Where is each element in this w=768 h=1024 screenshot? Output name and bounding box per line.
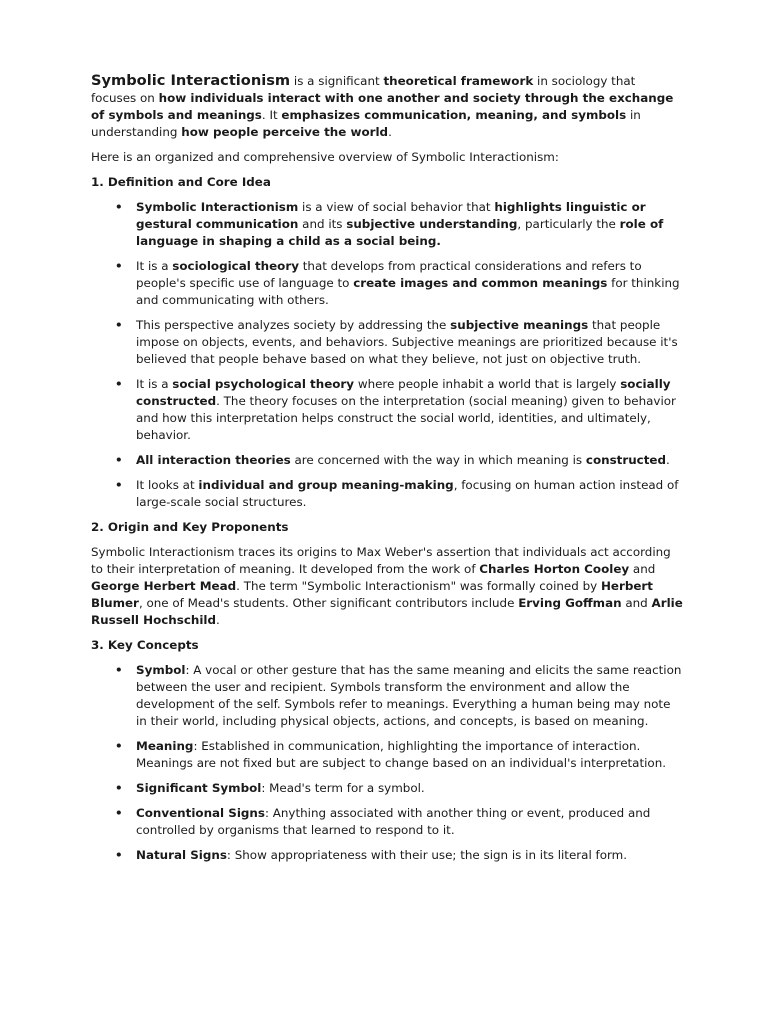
text-run: . The term "Symbolic Interactionism" was formally coined by	[236, 579, 601, 593]
bold-text: role of language in shaping a child as a social being.	[136, 217, 664, 248]
text-run: in understanding	[91, 108, 641, 139]
text-run: is a significant	[290, 74, 384, 88]
section-definition	[91, 174, 684, 511]
text-run: It is a	[136, 259, 173, 273]
text-run: that people impose on objects, events, and behaviors. Subjective meanings are prioritized because it's believed that people behave based on what they believe, not just on objective truth.	[136, 318, 678, 366]
list-item	[136, 199, 684, 250]
text-run: in sociology that focuses on	[91, 74, 636, 105]
text-run: This perspective analyzes society by addressing the	[136, 318, 451, 332]
intro-paragraph	[91, 72, 684, 141]
text-run: : A vocal or other gesture that has the same meaning and elicits the same reaction between the user and recipient. Symbols transform the environment and allow the development of the self. Symbols refer to meanings. Everything a human being may note in their world, including physical objects, actions, and concepts, is based on meaning.	[136, 663, 682, 728]
text-run: , particularly the	[517, 217, 620, 231]
text-run: are concerned with the way in which meaning is	[290, 453, 586, 467]
bold-text: Conventional Signs	[136, 806, 265, 820]
section-heading: 2. Origin and Key Proponents	[91, 520, 289, 534]
bold-text: sociological theory	[172, 259, 299, 273]
list-item	[136, 376, 684, 444]
bullet-list	[91, 662, 684, 864]
text-run: . It	[261, 108, 282, 122]
bold-text: social psychological theory	[172, 377, 355, 391]
bold-text: theoretical framework	[383, 74, 534, 88]
list-item	[136, 452, 684, 469]
list-item	[136, 258, 684, 309]
section-heading: 1. Definition and Core Idea	[91, 175, 271, 189]
list-item	[136, 847, 684, 864]
text-run: , one of Mead's students. Other significant contributors include	[138, 596, 519, 610]
text-run: . The theory focuses on the interpretation (social meaning) given to behavior and how this interpretation helps construct the social world, identities, and ultimately, behavior.	[136, 394, 676, 442]
bold-text: Symbolic Interactionism	[136, 200, 299, 214]
list-item	[136, 317, 684, 368]
bold-text: Symbolic Interactionism	[91, 72, 291, 89]
bullet-list	[91, 199, 684, 511]
list-item	[136, 662, 684, 730]
text-run: and its	[298, 217, 347, 231]
section-heading: 3. Key Concepts	[91, 638, 199, 652]
origin-paragraph	[91, 544, 684, 629]
text-run: , focusing on human action instead of large-scale social structures.	[136, 478, 679, 509]
bold-text: constructed	[585, 453, 666, 467]
list-item	[136, 738, 684, 772]
text-run: : Anything associated with another thing or event, produced and controlled by organisms that learned to respond to it.	[136, 806, 651, 837]
text-run: .	[216, 613, 220, 627]
text-run: for thinking and communicating with others.	[136, 276, 680, 307]
bold-text: Arlie Russell Hochschild	[91, 596, 683, 627]
text-run: that develops from practical considerations and refers to people's specific use of language to	[136, 259, 642, 290]
bold-text: highlights linguistic or gestural communication	[136, 200, 646, 231]
bold-text: Charles Horton Cooley	[479, 562, 630, 576]
bold-text: emphasizes communication, meaning, and symbols	[281, 108, 627, 122]
section-key-concepts	[91, 637, 684, 864]
text-run: : Mead's term for a symbol.	[261, 781, 425, 795]
bold-text: subjective understanding	[346, 217, 518, 231]
text-run: : Established in communication, highlighting the importance of interaction. Meanings are not fixed but are subject to change based on an individual's interpretation.	[136, 739, 667, 770]
text-run: and	[621, 596, 652, 610]
overview-sentence: Here is an organized and comprehensive overview of Symbolic Interactionism:	[91, 150, 559, 164]
bold-text: individual and group meaning-making	[198, 478, 454, 492]
bold-text: how individuals interact with one another and society through the exchange of symbols and meanings	[91, 91, 674, 122]
bold-text: Meaning	[136, 739, 194, 753]
bold-text: Erving Goffman	[518, 596, 622, 610]
text-run: where people inhabit a world that is largely	[354, 377, 621, 391]
text-run: .	[666, 453, 670, 467]
bold-text: Herbert Blumer	[91, 579, 653, 610]
list-item	[136, 477, 684, 511]
section-origin	[91, 519, 684, 629]
text-run: is a view of social behavior that	[298, 200, 495, 214]
text-run: It is a	[136, 377, 173, 391]
bold-text: subjective meanings	[450, 318, 589, 332]
text-run: : Show appropriateness with their use; the sign is in its literal form.	[226, 848, 628, 862]
list-item	[136, 780, 684, 797]
bold-text: socially constructed	[136, 377, 671, 408]
bold-text: All interaction theories	[136, 453, 291, 467]
text-run: Symbolic Interactionism traces its origins to Max Weber's assertion that individuals act according to their interpretation of meaning. It developed from the work of	[91, 545, 671, 576]
bold-text: create images and common meanings	[353, 276, 608, 290]
text-run: .	[388, 125, 392, 139]
bold-text: how people perceive the world	[181, 125, 389, 139]
text-run: and	[629, 562, 656, 576]
bold-text: Symbol	[136, 663, 186, 677]
bold-text: Significant Symbol	[136, 781, 262, 795]
text-run: It looks at	[136, 478, 199, 492]
list-item	[136, 805, 684, 839]
bold-text: Natural Signs	[136, 848, 227, 862]
bold-text: George Herbert Mead	[91, 579, 237, 593]
